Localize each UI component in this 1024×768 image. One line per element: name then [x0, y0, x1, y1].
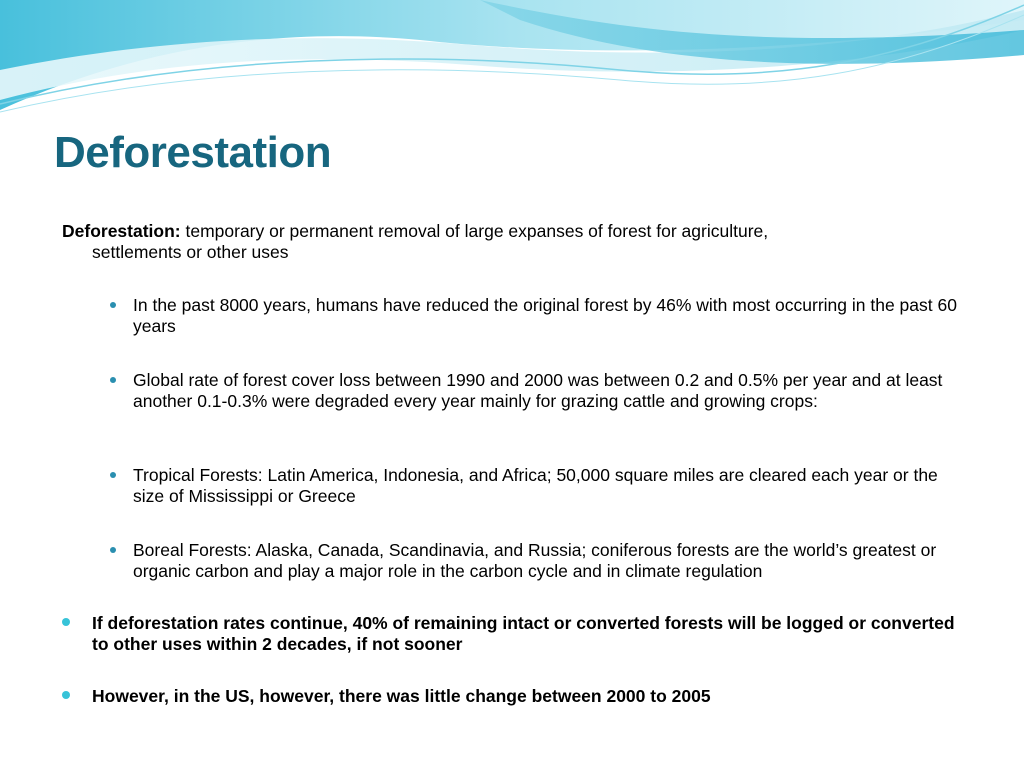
definition-paragraph — [62, 221, 962, 263]
sub-bullet-item: Global rate of forest cover loss between 1990 and 2000 was between 0.2 and 0.5% per year and at least another 0.1-0.3% were degraded every year mainly for grazing cattle and growing crops: — [133, 370, 943, 411]
bullet-dot-icon — [110, 472, 116, 478]
bullet-dot-icon — [110, 377, 116, 383]
main-bullet-item: If deforestation rates continue, 40% of remaining intact or converted forests will be logged or converted to other uses within 2 decades, if not sooner — [92, 613, 955, 654]
sub-bullet-item: Tropical Forests: Latin America, Indonesia, and Africa; 50,000 square miles are cleared each year or the size of Mississippi or Greece — [133, 465, 938, 506]
bullet-dot-icon — [62, 691, 70, 699]
slide-title: Deforestation — [54, 128, 332, 177]
bullet-dot-icon — [110, 302, 116, 308]
definition-text-line2: settlements or other uses — [92, 242, 289, 262]
sub-bullet-item: In the past 8000 years, humans have reduced the original forest by 46% with most occurring in the past 60 years — [133, 295, 957, 336]
definition-text-line1: temporary or permanent removal of large expanses of forest for agriculture, — [180, 221, 769, 241]
sub-bullet-item: Boreal Forests: Alaska, Canada, Scandinavia, and Russia; coniferous forests are the world’s greatest or organic carbon and play a major role in the carbon cycle and in climate regulation — [133, 540, 937, 581]
main-bullet-item: However, in the US, however, there was little change between 2000 to 2005 — [92, 686, 711, 706]
definition-term: Deforestation: — [62, 221, 181, 241]
bullet-dot-icon — [62, 618, 70, 626]
bullet-dot-icon — [110, 547, 116, 553]
